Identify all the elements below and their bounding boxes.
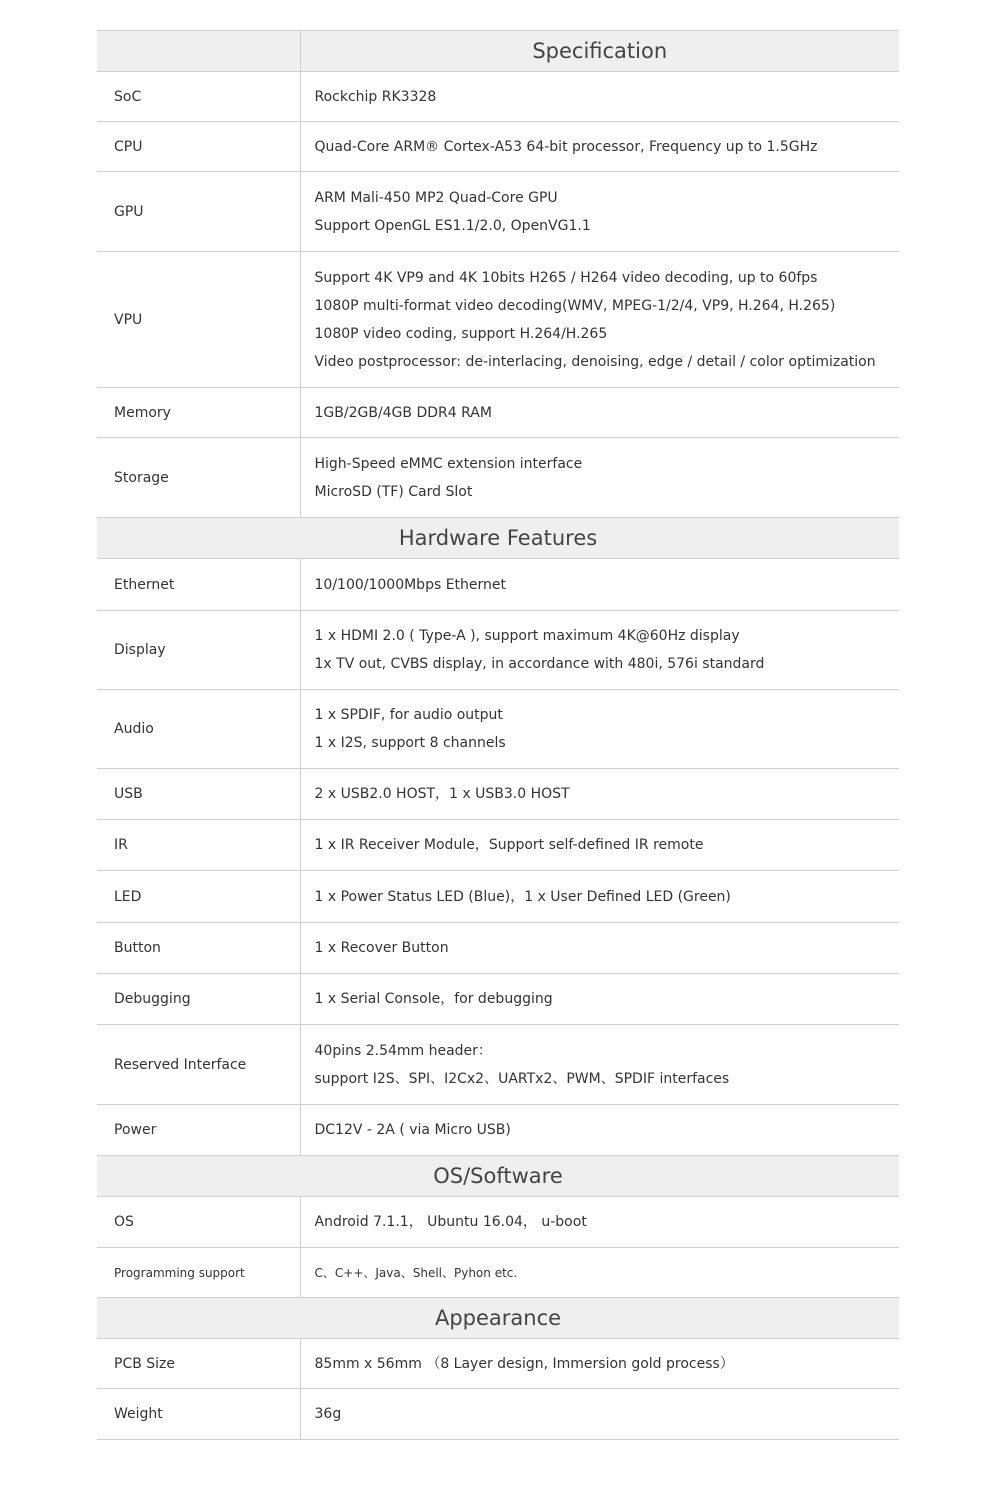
section-header-blank-cell bbox=[97, 31, 300, 72]
section-header-row bbox=[97, 1156, 899, 1197]
spec-row bbox=[97, 690, 899, 769]
spec-value-line: 1 x I2S, support 8 channels bbox=[314, 735, 506, 751]
spec-row bbox=[97, 611, 899, 690]
spec-value bbox=[300, 1389, 899, 1440]
spec-row bbox=[97, 923, 899, 974]
spec-value-line: 1 x Recover Button bbox=[314, 940, 449, 956]
spec-label: Display bbox=[97, 611, 300, 690]
spec-label: Button bbox=[97, 923, 300, 974]
section-header-cell bbox=[97, 1298, 899, 1339]
section-header-cell bbox=[97, 518, 899, 559]
spec-value bbox=[300, 820, 899, 871]
spec-row bbox=[97, 172, 899, 252]
spec-value-line: Video postprocessor: de-interlacing, denoising, edge / detail / color optimization bbox=[314, 353, 876, 370]
section-header-row bbox=[97, 518, 899, 559]
specification-table-body bbox=[97, 31, 899, 1440]
spec-value-line: Quad-Core ARM® Cortex-A53 64-bit processor, Frequency up to 1.5GHz bbox=[314, 138, 818, 155]
spec-row bbox=[97, 871, 899, 923]
spec-row bbox=[97, 1248, 899, 1298]
spec-value-line: Support 4K VP9 and 4K 10bits H265 / H264 video decoding, up to 60fps bbox=[314, 269, 818, 286]
spec-value bbox=[300, 72, 899, 122]
spec-value-line: Rockchip RK3328 bbox=[314, 88, 437, 105]
spec-row bbox=[97, 769, 899, 820]
spec-value bbox=[300, 1339, 899, 1389]
spec-value bbox=[300, 1105, 899, 1156]
spec-label: VPU bbox=[97, 252, 300, 388]
section-header-row bbox=[97, 31, 899, 72]
spec-value-line: 1080P multi-format video decoding(WMV, MPEG-1/2/4, VP9, H.264, H.265) bbox=[314, 297, 836, 314]
section-header-cell bbox=[97, 1156, 899, 1197]
spec-value bbox=[300, 1025, 899, 1105]
section-header-row bbox=[97, 1298, 899, 1339]
spec-value bbox=[300, 559, 899, 611]
section-title: OS/Software bbox=[433, 1164, 563, 1188]
specification-table bbox=[97, 30, 899, 1440]
spec-value bbox=[300, 172, 899, 252]
spec-label: Audio bbox=[97, 690, 300, 769]
spec-label: Storage bbox=[97, 438, 300, 518]
spec-label: USB bbox=[97, 769, 300, 820]
spec-value-line: 36g bbox=[314, 1406, 342, 1422]
spec-label: LED bbox=[97, 871, 300, 923]
spec-value-line: Android 7.1.1， Ubuntu 16.04， u-boot bbox=[314, 1214, 587, 1230]
spec-value bbox=[300, 923, 899, 974]
spec-value bbox=[300, 1248, 899, 1298]
spec-value bbox=[300, 611, 899, 690]
spec-row bbox=[97, 1105, 899, 1156]
section-title: Appearance bbox=[434, 1306, 562, 1330]
spec-row bbox=[97, 559, 899, 611]
spec-row bbox=[97, 252, 899, 388]
spec-value bbox=[300, 871, 899, 923]
spec-label: Reserved Interface bbox=[97, 1025, 300, 1105]
spec-row bbox=[97, 974, 899, 1025]
spec-label: PCB Size bbox=[97, 1339, 300, 1389]
spec-row bbox=[97, 1389, 899, 1440]
spec-value-line: 1GB/2GB/4GB DDR4 RAM bbox=[314, 404, 492, 421]
spec-label: Programming support bbox=[97, 1248, 300, 1298]
spec-row bbox=[97, 438, 899, 518]
spec-label: SoC bbox=[97, 72, 300, 122]
spec-value bbox=[300, 1197, 899, 1248]
spec-value bbox=[300, 769, 899, 820]
spec-value-line: ARM Mali-450 MP2 Quad-Core GPU bbox=[314, 189, 558, 206]
spec-value-line: 1 x HDMI 2.0 ( Type-A ), support maximum 4K@60Hz display bbox=[314, 628, 740, 644]
spec-value bbox=[300, 388, 899, 438]
spec-label: Ethernet bbox=[97, 559, 300, 611]
spec-value-line: 1 x IR Receiver Module，Support self-defined IR remote bbox=[314, 837, 704, 853]
spec-label: IR bbox=[97, 820, 300, 871]
spec-label: OS bbox=[97, 1197, 300, 1248]
spec-label: Memory bbox=[97, 388, 300, 438]
spec-row bbox=[97, 388, 899, 438]
spec-value-line: 1 x SPDIF, for audio output bbox=[314, 707, 503, 723]
spec-row bbox=[97, 122, 899, 172]
spec-label: GPU bbox=[97, 172, 300, 252]
spec-value-line: 1 x Power Status LED (Blue)，1 x User Defined LED (Green) bbox=[314, 888, 731, 905]
spec-value bbox=[300, 122, 899, 172]
spec-value-line: 2 x USB2.0 HOST，1 x USB3.0 HOST bbox=[314, 786, 570, 802]
spec-value-line: DC12V - 2A ( via Micro USB) bbox=[314, 1122, 511, 1138]
spec-value bbox=[300, 438, 899, 518]
section-title: Hardware Features bbox=[398, 526, 598, 550]
spec-value-line: Support OpenGL ES1.1/2.0, OpenVG1.1 bbox=[314, 217, 591, 234]
spec-label: CPU bbox=[97, 122, 300, 172]
section-header-cell bbox=[300, 31, 899, 72]
spec-value-line: 40pins 2.54mm header： bbox=[314, 1042, 492, 1059]
spec-value bbox=[300, 974, 899, 1025]
spec-value-line: 85mm x 56mm （8 Layer design, Immersion gold process） bbox=[314, 1355, 734, 1372]
spec-value-line: MicroSD (TF) Card Slot bbox=[314, 483, 473, 500]
spec-row bbox=[97, 1025, 899, 1105]
spec-label: Debugging bbox=[97, 974, 300, 1025]
spec-value-line: 1x TV out, CVBS display, in accordance with 480i, 576i standard bbox=[314, 656, 765, 672]
spec-value-line: 10/100/1000Mbps Ethernet bbox=[314, 576, 507, 593]
spec-label: Weight bbox=[97, 1389, 300, 1440]
spec-value bbox=[300, 690, 899, 769]
spec-value-line: C、C++、Java、Shell、Pyhon etc. bbox=[314, 1265, 518, 1280]
spec-value-line: support I2S、SPI、I2Cx2、UARTx2、PWM、SPDIF interfaces bbox=[314, 1070, 730, 1087]
spec-row bbox=[97, 1339, 899, 1389]
spec-value bbox=[300, 252, 899, 388]
spec-label: Power bbox=[97, 1105, 300, 1156]
section-title: Specification bbox=[532, 39, 668, 63]
spec-row bbox=[97, 1197, 899, 1248]
spec-value-line: 1 x Serial Console，for debugging bbox=[314, 991, 553, 1007]
spec-row bbox=[97, 820, 899, 871]
spec-value-line: High-Speed eMMC extension interface bbox=[314, 455, 583, 472]
spec-value-line: 1080P video coding, support H.264/H.265 bbox=[314, 325, 608, 342]
spec-row bbox=[97, 72, 899, 122]
